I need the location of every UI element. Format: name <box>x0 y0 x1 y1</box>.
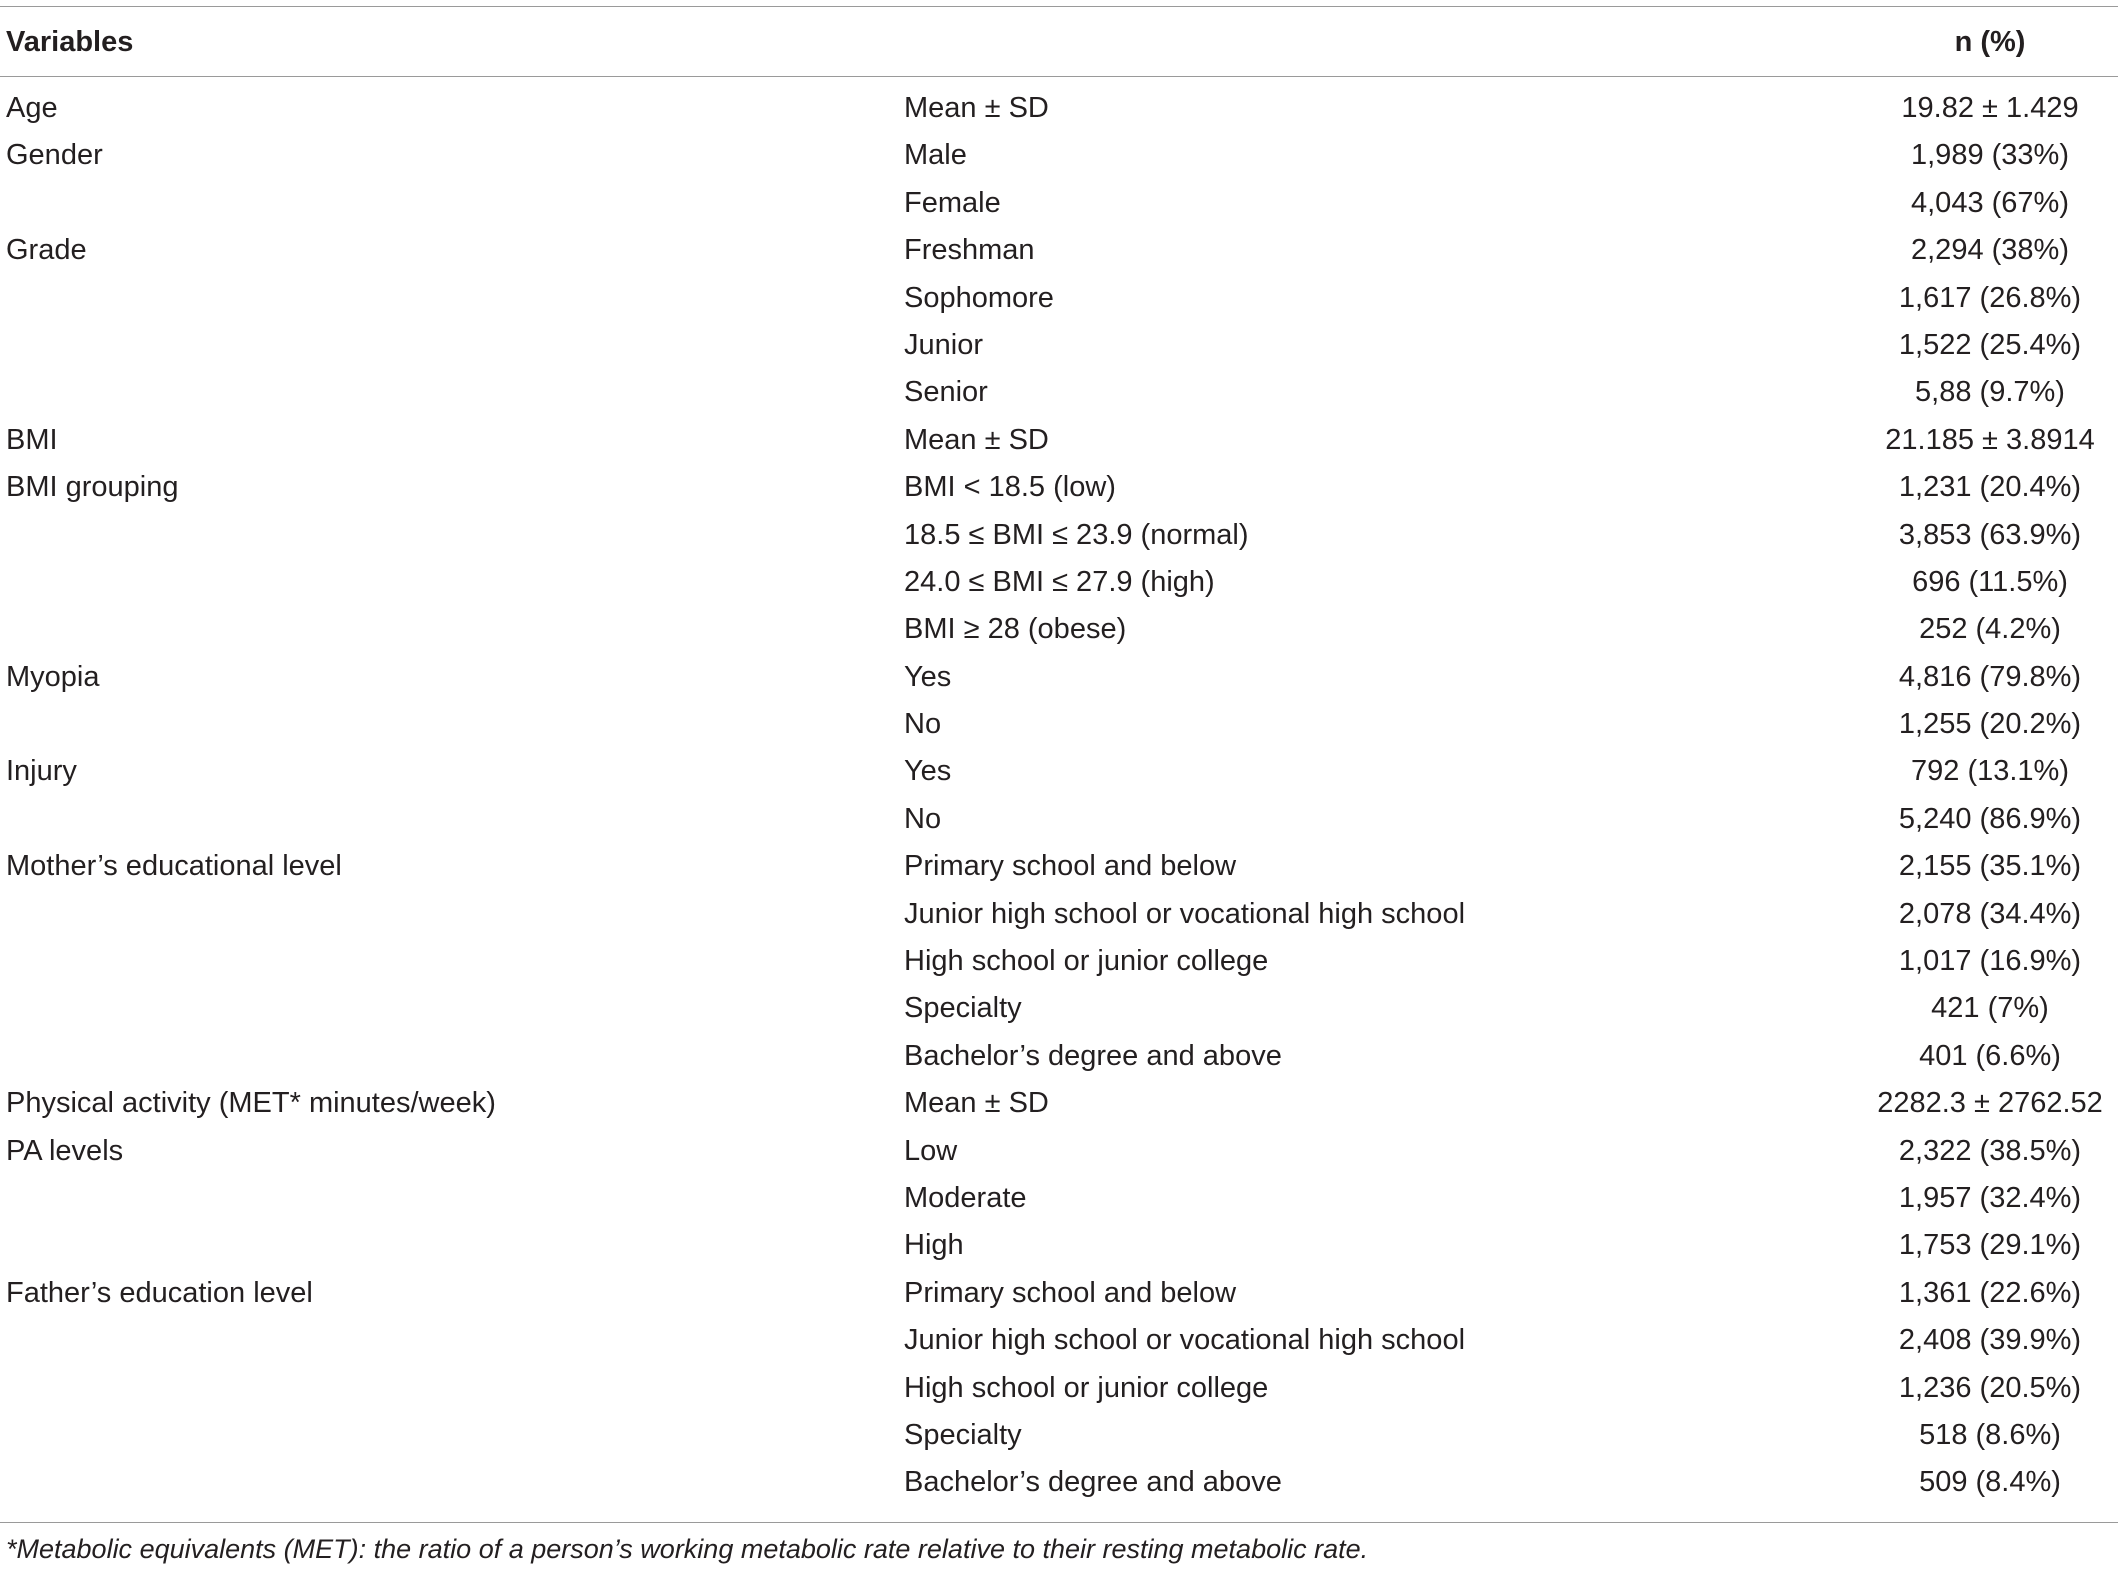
table-row <box>0 517 2118 564</box>
variable-cell: Myopia <box>6 660 100 693</box>
category-cell: Female <box>904 186 1001 219</box>
variable-cell: BMI grouping <box>6 471 179 504</box>
variable-cell: Age <box>6 92 58 124</box>
value-cell: 19.82 ± 1.429 <box>1901 92 2079 124</box>
header-n-percent: n (%) <box>1954 26 2026 58</box>
value-cell: 2,408 (39.9%) <box>1898 1324 2082 1357</box>
category-cell: Primary school and below <box>904 1276 1237 1309</box>
table-row <box>0 753 2118 800</box>
category-cell: High school or junior college <box>904 945 1269 978</box>
category-cell: Freshman <box>904 234 1035 267</box>
table-row <box>0 659 2118 706</box>
table-row <box>0 990 2118 1037</box>
table-row <box>0 611 2118 658</box>
category-cell: BMI < 18.5 (low) <box>904 471 1116 504</box>
table-row <box>0 943 2118 990</box>
value-cell: 1,017 (16.9%) <box>1898 945 2082 978</box>
category-cell: Bachelor’s degree and above <box>904 1039 1282 1072</box>
category-cell: Low <box>904 1134 958 1167</box>
table-row <box>0 848 2118 895</box>
category-cell: Junior high school or vocational high school <box>904 1324 1466 1357</box>
category-cell: Junior <box>904 328 983 361</box>
table-row <box>0 422 2118 469</box>
value-cell: 5,88 (9.7%) <box>1915 376 2065 409</box>
value-cell: 2,078 (34.4%) <box>1898 897 2082 930</box>
table-row <box>0 1227 2118 1274</box>
table-row <box>0 801 2118 848</box>
table-header-row <box>0 6 2118 76</box>
table-row <box>0 469 2118 516</box>
table-row <box>0 896 2118 943</box>
category-cell: 24.0 ≤ BMI ≤ 27.9 (high) <box>904 565 1215 598</box>
table-body <box>0 90 2118 1512</box>
table-row <box>0 232 2118 279</box>
value-cell: 1,617 (26.8%) <box>1898 281 2082 314</box>
table-row <box>0 280 2118 327</box>
table-row <box>0 1180 2118 1227</box>
value-cell: 4,043 (67%) <box>1911 186 2069 219</box>
table-row <box>0 1038 2118 1085</box>
table-row <box>0 564 2118 611</box>
value-cell: 2,155 (35.1%) <box>1898 850 2082 883</box>
value-cell: 2,322 (38.5%) <box>1898 1134 2082 1167</box>
value-cell: 5,240 (86.9%) <box>1898 802 2082 835</box>
table-row <box>0 1322 2118 1369</box>
table-row <box>0 137 2118 184</box>
category-cell: No <box>904 802 942 835</box>
variable-cell: Father’s education level <box>6 1276 313 1309</box>
value-cell: 1,957 (32.4%) <box>1898 1181 2082 1214</box>
variable-cell: Grade <box>6 234 87 267</box>
category-cell: Primary school and below <box>904 850 1237 883</box>
value-cell: 252 (4.2%) <box>1919 613 2061 646</box>
variable-cell: BMI <box>6 423 58 456</box>
table-bottom-rule <box>0 1522 2118 1523</box>
value-cell: 421 (7%) <box>1931 992 2049 1025</box>
value-cell: 1,989 (33%) <box>1911 139 2069 172</box>
category-cell: Bachelor’s degree and above <box>904 1466 1282 1499</box>
value-cell: 2,294 (38%) <box>1911 234 2069 267</box>
category-cell: Male <box>904 139 967 172</box>
table-row <box>0 1370 2118 1417</box>
table-row <box>0 327 2118 374</box>
category-cell: Specialty <box>904 1418 1022 1451</box>
value-cell: 518 (8.6%) <box>1919 1418 2061 1451</box>
category-cell: Sophomore <box>904 281 1054 314</box>
variable-cell: Injury <box>6 755 77 788</box>
category-cell: Yes <box>904 660 952 693</box>
value-cell: 792 (13.1%) <box>1911 755 2069 788</box>
category-cell: 18.5 ≤ BMI ≤ 23.9 (normal) <box>904 518 1249 551</box>
table-row <box>0 185 2118 232</box>
table-header-rule <box>0 76 2118 77</box>
value-cell: 21.185 ± 3.8914 <box>1885 423 2095 456</box>
value-cell: 1,522 (25.4%) <box>1898 328 2082 361</box>
table-row <box>0 1275 2118 1322</box>
category-cell: Senior <box>904 376 988 409</box>
value-cell: 509 (8.4%) <box>1919 1466 2061 1499</box>
value-cell: 4,816 (79.8%) <box>1898 660 2082 693</box>
category-cell: Mean ± SD <box>904 423 1049 456</box>
variable-cell: Physical activity (MET* minutes/week) <box>6 1087 496 1120</box>
value-cell: 1,236 (20.5%) <box>1898 1371 2082 1404</box>
variable-cell: Gender <box>6 139 103 172</box>
category-cell: Specialty <box>904 992 1022 1025</box>
category-cell: Junior high school or vocational high school <box>904 897 1466 930</box>
table-row <box>0 1417 2118 1464</box>
variable-cell: PA levels <box>6 1134 124 1167</box>
table-row <box>0 1133 2118 1180</box>
category-cell: Mean ± SD <box>904 1087 1049 1120</box>
table-row <box>0 1464 2118 1511</box>
table-row <box>0 374 2118 421</box>
table-row <box>0 90 2118 137</box>
value-cell: 1,361 (22.6%) <box>1898 1276 2082 1309</box>
category-cell: No <box>904 708 942 741</box>
table-row <box>0 1085 2118 1132</box>
variable-cell: Mother’s educational level <box>6 850 342 883</box>
table-footnote: *Metabolic equivalents (MET): the ratio of a person’s working metabolic rate relative to their resting metabolic rate. <box>6 1534 1369 1564</box>
category-cell: High <box>904 1229 964 1262</box>
value-cell: 401 (6.6%) <box>1919 1039 2061 1072</box>
category-cell: Moderate <box>904 1181 1027 1214</box>
header-variables: Variables <box>6 26 134 58</box>
value-cell: 2282.3 ± 2762.52 <box>1877 1087 2103 1120</box>
category-cell: High school or junior college <box>904 1371 1269 1404</box>
table-row <box>0 706 2118 753</box>
value-cell: 1,255 (20.2%) <box>1898 708 2082 741</box>
category-cell: Yes <box>904 755 952 788</box>
value-cell: 696 (11.5%) <box>1912 565 2068 598</box>
category-cell: BMI ≥ 28 (obese) <box>904 613 1127 646</box>
value-cell: 3,853 (63.9%) <box>1898 518 2082 551</box>
category-cell: Mean ± SD <box>904 92 1049 124</box>
value-cell: 1,231 (20.4%) <box>1898 471 2082 504</box>
value-cell: 1,753 (29.1%) <box>1898 1229 2082 1262</box>
